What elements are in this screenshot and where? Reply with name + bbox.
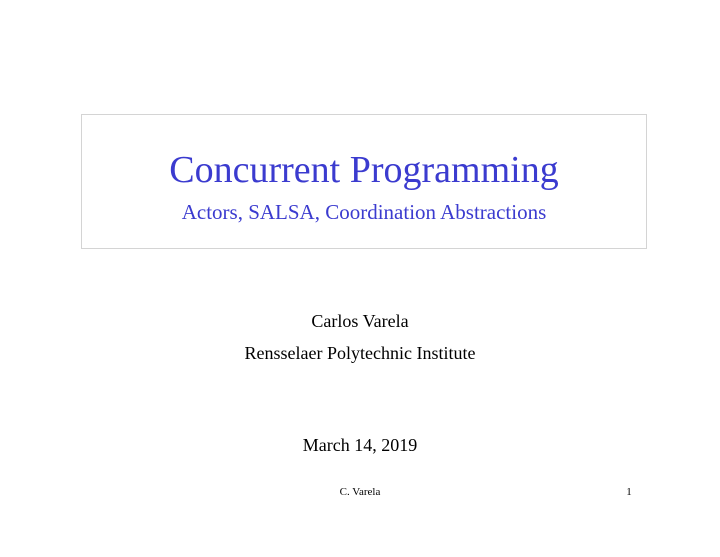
slide-title: Concurrent Programming — [169, 149, 559, 191]
institution-name: Rensselaer Polytechnic Institute — [244, 343, 476, 363]
author-name: Carlos Varela — [311, 311, 409, 331]
footer-author: C. Varela — [339, 486, 381, 498]
slide-subtitle: Actors, SALSA, Coordination Abstractions — [181, 200, 547, 224]
page-number: 1 — [626, 486, 632, 498]
presentation-date: March 14, 2019 — [302, 435, 418, 455]
title-box — [81, 114, 647, 249]
